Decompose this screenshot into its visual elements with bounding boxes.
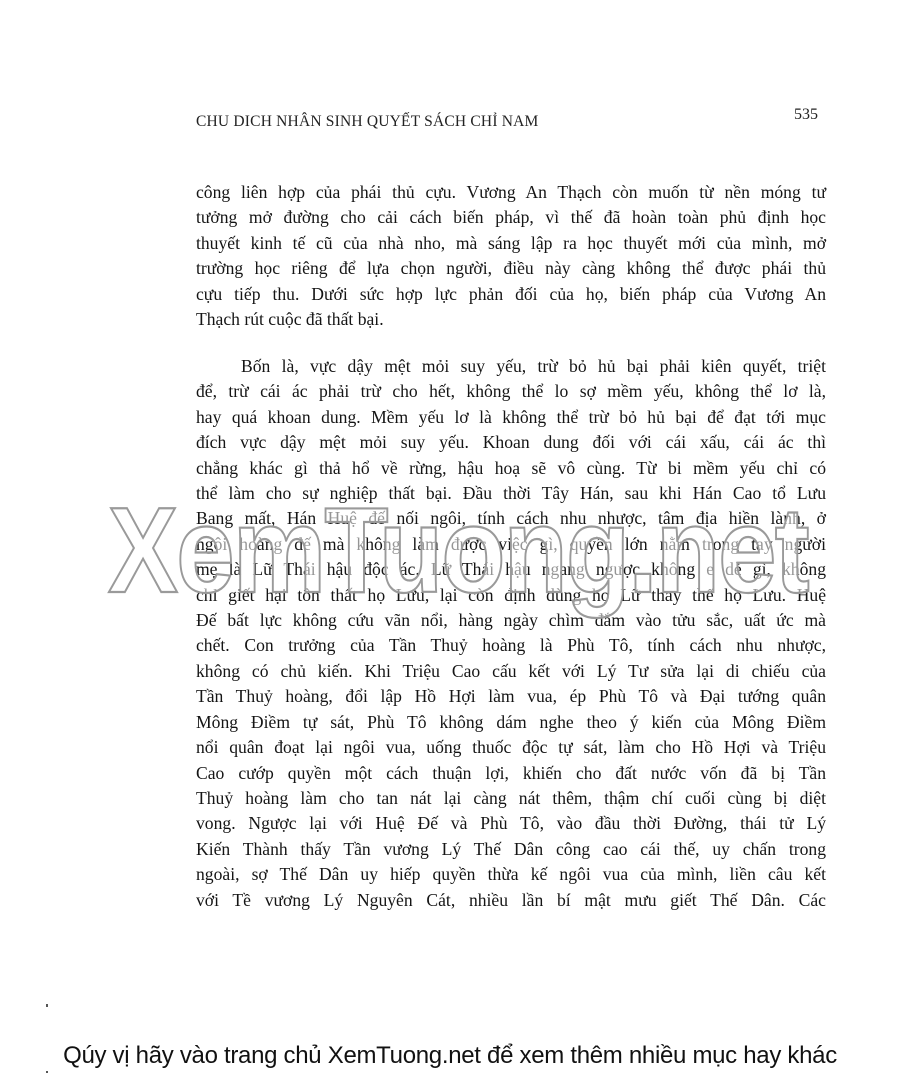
text-line: trường học riêng để lựa chọn người, điều này càng không thể được phái thủ xyxy=(196,258,826,279)
text-line: chỉ giết hại tôn thất họ Lưu, lại còn định dùng họ Lữ thay thế họ Lưu. Huệ xyxy=(196,584,826,605)
text-line: ngôi hoàng đế mà không làm được việc gì, quyền lớn nằm trong tay người xyxy=(196,533,826,554)
scan-speck xyxy=(46,1004,48,1007)
text-line: tưởng mở đường cho cải cách biến pháp, vì thế đã hoàn toàn phủ định học xyxy=(196,207,826,228)
text-line: thuyết kinh tế cũ của nhà nho, mà sáng lập ra học thuyết mới của mình, mở xyxy=(196,232,826,253)
paragraph-1 xyxy=(196,180,826,332)
text-line: cựu tiếp thu. Dưới sức hợp lực phản đối của họ, biến pháp của Vương An xyxy=(196,283,826,304)
text-line: với Tề vương Lý Nguyên Cát, nhiều lần bí mật mưu giết Thế Dân. Các xyxy=(196,889,826,910)
text-line: Mông Điềm tự sát, Phù Tô không dám nghe theo ý kiến của Mông Điềm xyxy=(196,711,826,732)
scan-speck xyxy=(46,1071,48,1073)
text-line: Tần Thuỷ hoàng, đổi lập Hồ Hợi làm vua, ép Phù Tô và Đại tướng quân xyxy=(196,686,826,707)
text-line: công liên hợp của phái thủ cựu. Vương An Thạch còn muốn từ nền móng tư xyxy=(196,182,826,202)
watermark-text: XemTuong.net xyxy=(108,482,810,618)
text-line: nổi quân đoạt lại ngôi vua, uống thuốc độc tự sát, làm cho Hồ Hợi và Triệu xyxy=(196,737,826,758)
text-line: đích vực dậy mệt mỏi suy yếu. Khoan dung đối với cái xấu, cái ác thì xyxy=(196,432,826,453)
footer-text-after: để xem thêm nhiều mục hay khác xyxy=(480,1042,837,1069)
text-line: mẹ là Lữ Thái hậu độc ác. Lữ Thái hậu ngang ngược không e dè gì, không xyxy=(196,559,826,580)
text-line: Cao cướp quyền một cách thuận lợi, khiến cho đất nước vốn đã bị Tần xyxy=(196,762,826,783)
homepage-link[interactable]: XemTuong.net xyxy=(327,1042,481,1069)
footer-promo xyxy=(0,1042,900,1070)
footer-text-before: Qúy vị hãy vào trang chủ xyxy=(63,1042,328,1069)
text-line: Thạch rút cuộc đã thất bại. xyxy=(196,309,384,330)
text-line: ngoài, sợ Thế Dân uy hiếp quyền thừa kế ngôi vua của mình, liền câu kết xyxy=(196,864,826,885)
paragraph-2 xyxy=(196,354,826,913)
text-line: để, trừ cái ác phải trừ cho hết, không thể lo sợ mềm yếu, không thể lơ là, xyxy=(196,381,826,402)
text-line: Bốn là, vực dậy mệt mỏi suy yếu, trừ bỏ hủ bại phải kiên quyết, triệt xyxy=(241,356,826,376)
text-line: hay quá khoan dung. Mềm yếu lơ là không thể trừ bỏ hủ bại để đạt tới mục xyxy=(196,406,826,427)
page-number: 535 xyxy=(794,106,818,123)
text-line: Kiến Thành thấy Tần vương Lý Thế Dân công cao cái thế, uy chấn trong xyxy=(196,838,826,859)
text-line: không có chủ kiến. Khi Triệu Cao cấu kết với Lý Tư sửa lại di chiếu của xyxy=(196,660,826,681)
text-line: Bang mất, Hán Huệ đế nối ngôi, tính cách nhu nhược, tâm địa hiền lành, ở xyxy=(196,508,826,529)
text-line: vong. Ngược lại với Huệ Đế và Phù Tô, vào đầu thời Đường, thái tử Lý xyxy=(196,813,826,834)
text-line: Đế bất lực không cứu vãn nổi, hàng ngày chìm đắm vào tửu sắc, uất ức mà xyxy=(196,610,826,631)
running-title: CHU DICH NHÂN SINH QUYẾT SÁCH CHỈ NAM xyxy=(196,113,539,130)
text-line: chẳng khác gì thả hổ về rừng, hậu hoạ sẽ vô cùng. Từ bi mềm yếu chỉ có xyxy=(196,457,826,478)
text-line: Thuỷ hoàng làm cho tan nát lại càng nát thêm, thậm chí cuối cùng bị diệt xyxy=(196,787,826,808)
text-line: chết. Con trưởng của Tần Thuỷ hoàng là Phù Tô, tính cách nhu nhược, xyxy=(196,635,826,656)
text-line: thể làm cho sự nghiệp thất bại. Đầu thời Tây Hán, sau khi Hán Cao tổ Lưu xyxy=(196,483,826,504)
